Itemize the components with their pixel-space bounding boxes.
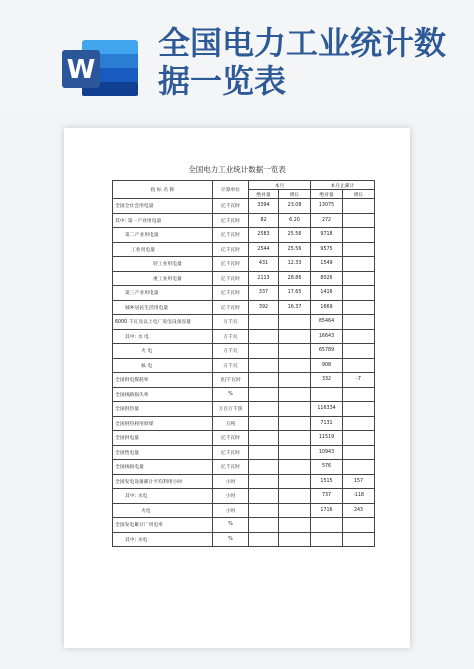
month-absolute-cell: 2113 bbox=[249, 271, 279, 286]
unit-cell: 亿千瓦时 bbox=[213, 213, 249, 228]
cumulative-absolute-cell: 576 bbox=[311, 460, 343, 475]
table-row bbox=[113, 300, 375, 315]
month-growth-cell: 25.56 bbox=[279, 242, 311, 257]
month-absolute-cell bbox=[249, 387, 279, 402]
unit-cell: % bbox=[213, 532, 249, 547]
indicator-cell: 城乡居民生活用电量 bbox=[113, 300, 213, 315]
month-absolute-cell: 337 bbox=[249, 286, 279, 301]
table-row bbox=[113, 474, 375, 489]
cumulative-growth-cell bbox=[343, 228, 375, 243]
table-row bbox=[113, 286, 375, 301]
cumulative-absolute-cell: 1669 bbox=[311, 300, 343, 315]
month-growth-cell bbox=[279, 518, 311, 533]
table-row bbox=[113, 460, 375, 475]
table-row bbox=[113, 344, 375, 359]
cumulative-growth-cell bbox=[343, 300, 375, 315]
month-absolute-cell bbox=[249, 474, 279, 489]
month-growth-cell: 6.20 bbox=[279, 213, 311, 228]
cumulative-growth-cell bbox=[343, 460, 375, 475]
indicator-cell: 其中: 水电 bbox=[113, 532, 213, 547]
cumulative-growth-cell bbox=[343, 329, 375, 344]
unit-cell: 亿千瓦时 bbox=[213, 242, 249, 257]
unit-cell: 亿千瓦时 bbox=[213, 445, 249, 460]
cumulative-growth-cell bbox=[343, 518, 375, 533]
cumulative-growth-cell bbox=[343, 315, 375, 330]
cumulative-absolute-cell: 8026 bbox=[311, 271, 343, 286]
unit-cell: 万千瓦 bbox=[213, 315, 249, 330]
month-absolute-cell: 431 bbox=[249, 257, 279, 272]
month-absolute-cell bbox=[249, 402, 279, 417]
month-growth-cell bbox=[279, 344, 311, 359]
table-row bbox=[113, 387, 375, 402]
table-row bbox=[113, 532, 375, 547]
unit-cell: % bbox=[213, 518, 249, 533]
unit-cell: 小时 bbox=[213, 474, 249, 489]
unit-cell: % bbox=[213, 387, 249, 402]
cumulative-absolute-cell: 85464 bbox=[311, 315, 343, 330]
month-absolute-cell bbox=[249, 329, 279, 344]
unit-cell: 万千瓦 bbox=[213, 329, 249, 344]
document-title: 全国电力工业统计数据一览表 bbox=[188, 165, 286, 174]
table-row bbox=[113, 228, 375, 243]
cumulative-growth-cell bbox=[343, 344, 375, 359]
month-growth-cell bbox=[279, 489, 311, 504]
month-absolute-cell bbox=[249, 358, 279, 373]
indicator-cell: 全国供热量 bbox=[113, 402, 213, 417]
cumulative-absolute-cell: 1515 bbox=[311, 474, 343, 489]
cumulative-growth-cell: 157 bbox=[343, 474, 375, 489]
table-row bbox=[113, 416, 375, 431]
month-absolute-cell bbox=[249, 344, 279, 359]
table-row bbox=[113, 445, 375, 460]
month-growth-cell: 17.65 bbox=[279, 286, 311, 301]
header-cumulative: 本月止累计 bbox=[311, 181, 375, 190]
month-absolute-cell bbox=[249, 416, 279, 431]
indicator-cell: 核 电 bbox=[113, 358, 213, 373]
cumulative-growth-cell: 243 bbox=[343, 503, 375, 518]
cumulative-growth-cell bbox=[343, 213, 375, 228]
cumulative-absolute-cell bbox=[311, 532, 343, 547]
unit-cell: 亿千瓦时 bbox=[213, 228, 249, 243]
unit-cell: 亿千瓦时 bbox=[213, 286, 249, 301]
word-document-icon bbox=[62, 36, 142, 100]
document-page bbox=[64, 128, 410, 648]
indicator-cell: 全国售电量 bbox=[113, 445, 213, 460]
indicator-cell: 工业用电量 bbox=[113, 242, 213, 257]
table-row bbox=[113, 518, 375, 533]
month-growth-cell: 12.33 bbox=[279, 257, 311, 272]
cumulative-absolute-cell: 7131 bbox=[311, 416, 343, 431]
unit-cell: 小时 bbox=[213, 489, 249, 504]
cumulative-growth-cell: -118 bbox=[343, 489, 375, 504]
table-row bbox=[113, 373, 375, 388]
header-cum-absolute: 绝对量 bbox=[311, 190, 343, 199]
indicator-cell: 轻工业用电量 bbox=[113, 257, 213, 272]
month-absolute-cell: 2544 bbox=[249, 242, 279, 257]
unit-cell: 亿千瓦时 bbox=[213, 460, 249, 475]
cumulative-absolute-cell: 1416 bbox=[311, 286, 343, 301]
header-month-absolute: 绝对量 bbox=[249, 190, 279, 199]
table-row bbox=[113, 402, 375, 417]
cumulative-growth-cell bbox=[343, 286, 375, 301]
indicator-cell: 全国发电设备累计平均利用小时 bbox=[113, 474, 213, 489]
cumulative-absolute-cell bbox=[311, 518, 343, 533]
indicator-cell: 其中: 水 电 bbox=[113, 329, 213, 344]
indicator-cell: 全国发电累计厂用电率 bbox=[113, 518, 213, 533]
header-cum-growth: 增长 bbox=[343, 190, 375, 199]
month-growth-cell bbox=[279, 416, 311, 431]
month-absolute-cell bbox=[249, 431, 279, 446]
month-growth-cell: 16.37 bbox=[279, 300, 311, 315]
table-row bbox=[113, 489, 375, 504]
month-absolute-cell bbox=[249, 503, 279, 518]
unit-cell: 万百万千焦 bbox=[213, 402, 249, 417]
cumulative-absolute-cell: 1716 bbox=[311, 503, 343, 518]
header-unit: 计算单位 bbox=[213, 181, 249, 199]
month-growth-cell bbox=[279, 474, 311, 489]
indicator-cell: 第三产业用电量 bbox=[113, 286, 213, 301]
unit-cell: 万千瓦 bbox=[213, 344, 249, 359]
month-absolute-cell bbox=[249, 489, 279, 504]
indicator-cell: 全国供热耗用原煤 bbox=[113, 416, 213, 431]
month-absolute-cell bbox=[249, 445, 279, 460]
month-growth-cell bbox=[279, 431, 311, 446]
month-growth-cell bbox=[279, 532, 311, 547]
month-growth-cell bbox=[279, 402, 311, 417]
cumulative-absolute-cell: 908 bbox=[311, 358, 343, 373]
unit-cell: 亿千瓦时 bbox=[213, 257, 249, 272]
table-row bbox=[113, 271, 375, 286]
banner-title: 全国电力工业统计数据一览表 bbox=[158, 24, 447, 100]
cumulative-growth-cell bbox=[343, 416, 375, 431]
cumulative-growth-cell bbox=[343, 257, 375, 272]
unit-cell: 亿千瓦时 bbox=[213, 199, 249, 214]
cumulative-growth-cell bbox=[343, 271, 375, 286]
table-row bbox=[113, 213, 375, 228]
indicator-cell: 全国供电煤耗率 bbox=[113, 373, 213, 388]
table-row bbox=[113, 242, 375, 257]
indicator-cell: 全国供电量 bbox=[113, 431, 213, 446]
cumulative-absolute-cell: 11519 bbox=[311, 431, 343, 446]
table-row bbox=[113, 315, 375, 330]
month-absolute-cell bbox=[249, 532, 279, 547]
month-growth-cell bbox=[279, 315, 311, 330]
indicator-cell: 第二产业用电量 bbox=[113, 228, 213, 243]
cumulative-absolute-cell: 65789 bbox=[311, 344, 343, 359]
month-growth-cell: 23.08 bbox=[279, 199, 311, 214]
cumulative-absolute-cell: 9718 bbox=[311, 228, 343, 243]
indicator-cell: 其中: 水电 bbox=[113, 489, 213, 504]
month-growth-cell bbox=[279, 387, 311, 402]
month-growth-cell bbox=[279, 358, 311, 373]
cumulative-growth-cell bbox=[343, 358, 375, 373]
indicator-cell: 火电 bbox=[113, 503, 213, 518]
header-indicator: 指 标 名 称 bbox=[113, 181, 213, 199]
cumulative-absolute-cell: 332 bbox=[311, 373, 343, 388]
unit-cell: 亿千瓦时 bbox=[213, 431, 249, 446]
cumulative-growth-cell bbox=[343, 402, 375, 417]
unit-cell: 小时 bbox=[213, 503, 249, 518]
cumulative-growth-cell bbox=[343, 242, 375, 257]
table-row bbox=[113, 431, 375, 446]
unit-cell: 万千瓦 bbox=[213, 358, 249, 373]
month-absolute-cell bbox=[249, 373, 279, 388]
cumulative-absolute-cell: 10943 bbox=[311, 445, 343, 460]
cumulative-absolute-cell: 272 bbox=[311, 213, 343, 228]
month-absolute-cell: 82 bbox=[249, 213, 279, 228]
cumulative-growth-cell bbox=[343, 199, 375, 214]
cumulative-absolute-cell: 16643 bbox=[311, 329, 343, 344]
month-growth-cell bbox=[279, 373, 311, 388]
cumulative-absolute-cell: 13075 bbox=[311, 199, 343, 214]
month-absolute-cell bbox=[249, 315, 279, 330]
cumulative-absolute-cell: 737 bbox=[311, 489, 343, 504]
month-absolute-cell bbox=[249, 460, 279, 475]
word-icon-letter: W bbox=[66, 55, 96, 85]
cumulative-growth-cell bbox=[343, 431, 375, 446]
month-growth-cell bbox=[279, 329, 311, 344]
header-month-growth: 增长 bbox=[279, 190, 311, 199]
cumulative-growth-cell: -7 bbox=[343, 373, 375, 388]
month-growth-cell bbox=[279, 445, 311, 460]
indicator-cell: 全国线路损失率 bbox=[113, 387, 213, 402]
month-growth-cell: 28.86 bbox=[279, 271, 311, 286]
unit-cell: 万吨 bbox=[213, 416, 249, 431]
indicator-cell: 全国全社会用电量 bbox=[113, 199, 213, 214]
statistics-table bbox=[112, 180, 375, 547]
table-row bbox=[113, 329, 375, 344]
table-row bbox=[113, 257, 375, 272]
cumulative-absolute-cell: 9575 bbox=[311, 242, 343, 257]
table-row bbox=[113, 503, 375, 518]
table-row bbox=[113, 358, 375, 373]
cumulative-growth-cell bbox=[343, 387, 375, 402]
indicator-cell: 全国线损电量 bbox=[113, 460, 213, 475]
month-absolute-cell: 3394 bbox=[249, 199, 279, 214]
unit-cell: 克/千瓦时 bbox=[213, 373, 249, 388]
month-growth-cell bbox=[279, 460, 311, 475]
indicator-cell: 其中: 第一产业用电量 bbox=[113, 213, 213, 228]
indicator-cell: 火 电 bbox=[113, 344, 213, 359]
cumulative-growth-cell bbox=[343, 445, 375, 460]
table-row bbox=[113, 199, 375, 214]
month-absolute-cell: 392 bbox=[249, 300, 279, 315]
header-row bbox=[113, 181, 375, 190]
month-absolute-cell: 2583 bbox=[249, 228, 279, 243]
indicator-cell: 重工业用电量 bbox=[113, 271, 213, 286]
cumulative-absolute-cell: 1549 bbox=[311, 257, 343, 272]
header-this-month: 本月 bbox=[249, 181, 311, 190]
month-absolute-cell bbox=[249, 518, 279, 533]
month-growth-cell: 25.56 bbox=[279, 228, 311, 243]
cumulative-growth-cell bbox=[343, 532, 375, 547]
cumulative-absolute-cell: 116334 bbox=[311, 402, 343, 417]
cumulative-absolute-cell bbox=[311, 387, 343, 402]
banner bbox=[0, 0, 474, 112]
unit-cell: 亿千瓦时 bbox=[213, 300, 249, 315]
month-growth-cell bbox=[279, 503, 311, 518]
indicator-cell: 6000 千瓦及以上电厂发电设备容量 bbox=[113, 315, 213, 330]
unit-cell: 亿千瓦时 bbox=[213, 271, 249, 286]
